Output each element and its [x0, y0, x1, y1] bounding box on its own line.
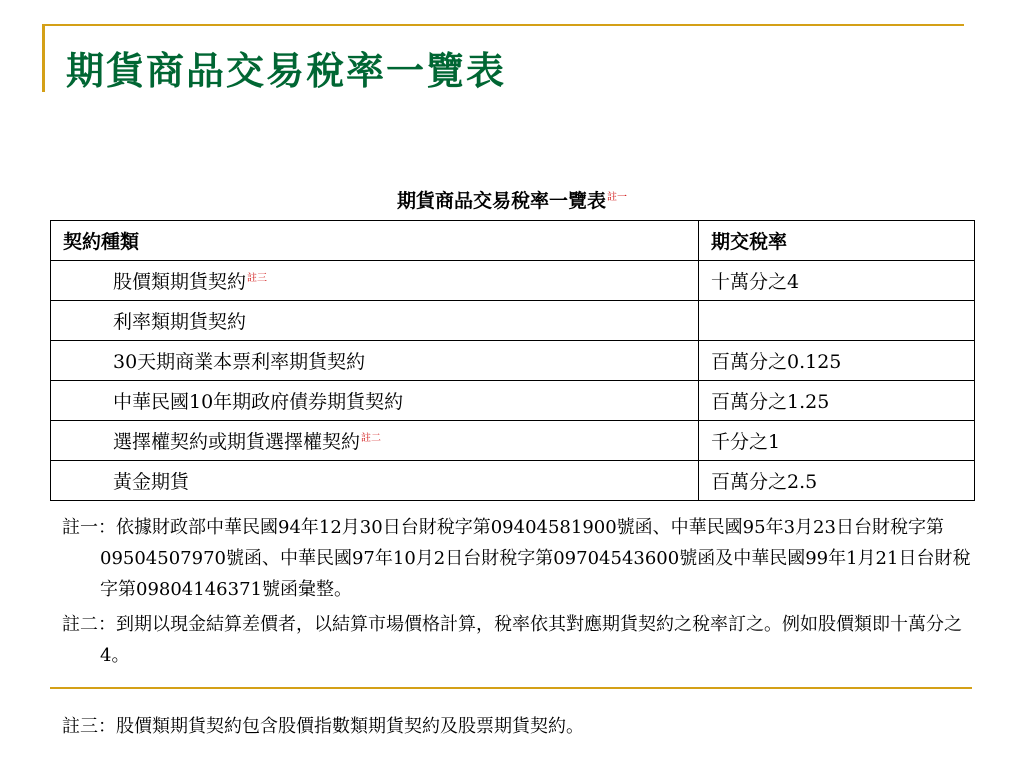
contract-note: 註二 [361, 432, 382, 444]
rate-cell: 十萬分之4 [699, 261, 975, 301]
footnote-1: 註一：依據財政部中華民國94年12月30日台財稅字第09404581900號函、中華民國95年3月23日台財稅字第09504507970號函、中華民國97年10月2日台財稅字第09704543600號函及中華民國99年1月21日台財稅字第09804146371號函彙整。 [62, 517, 971, 600]
contract-cell [51, 301, 699, 341]
footnotes [62, 512, 982, 671]
top-accent-line [42, 24, 964, 26]
rate-cell: 百萬分之0.125 [699, 341, 975, 381]
contract-name: 股價類期貨契約 [113, 271, 247, 293]
table-row [51, 461, 975, 501]
contract-cell [51, 381, 699, 421]
table-row [51, 261, 975, 301]
header-tax-rate: 期交稅率 [699, 221, 975, 261]
table-caption-note: 註一 [607, 191, 627, 203]
table-header-row [51, 221, 975, 261]
slide-title: 期貨商品交易稅率一覽表 [66, 48, 507, 93]
rate-cell: 百萬分之1.25 [699, 381, 975, 421]
bottom-accent-line [50, 687, 972, 689]
contract-cell [51, 261, 699, 301]
contract-cell [51, 461, 699, 501]
contract-cell [51, 421, 699, 461]
table-row [51, 381, 975, 421]
table-row [51, 341, 975, 381]
header-contract-type: 契約種類 [51, 221, 699, 261]
table-caption-text: 期貨商品交易稅率一覽表 [396, 190, 606, 212]
rate-cell: 百萬分之2.5 [699, 461, 975, 501]
table-caption [0, 186, 1024, 213]
footnote-3: 註三：股價類期貨契約包含股價指數類期貨契約及股票期貨契約。 [62, 716, 584, 737]
contract-name: 30天期商業本票利率期貨契約 [113, 351, 366, 373]
left-accent-line [42, 24, 45, 92]
table-row [51, 421, 975, 461]
contract-cell [51, 341, 699, 381]
contract-name: 中華民國10年期政府債券期貨契約 [113, 391, 404, 413]
table-row [51, 301, 975, 341]
rate-cell: 千分之1 [699, 421, 975, 461]
contract-note: 註三 [247, 272, 268, 284]
contract-name: 選擇權契約或期貨選擇權契約 [113, 431, 361, 453]
tax-rate-table [50, 220, 975, 501]
contract-name: 黃金期貨 [113, 471, 190, 493]
rate-cell [699, 301, 975, 341]
contract-name: 利率類期貨契約 [113, 311, 247, 333]
footnote-2: 註二：到期以現金結算差價者，以結算市場價格計算，稅率依其對應期貨契約之稅率訂之。例如股價類即十萬分之4。 [62, 614, 962, 666]
